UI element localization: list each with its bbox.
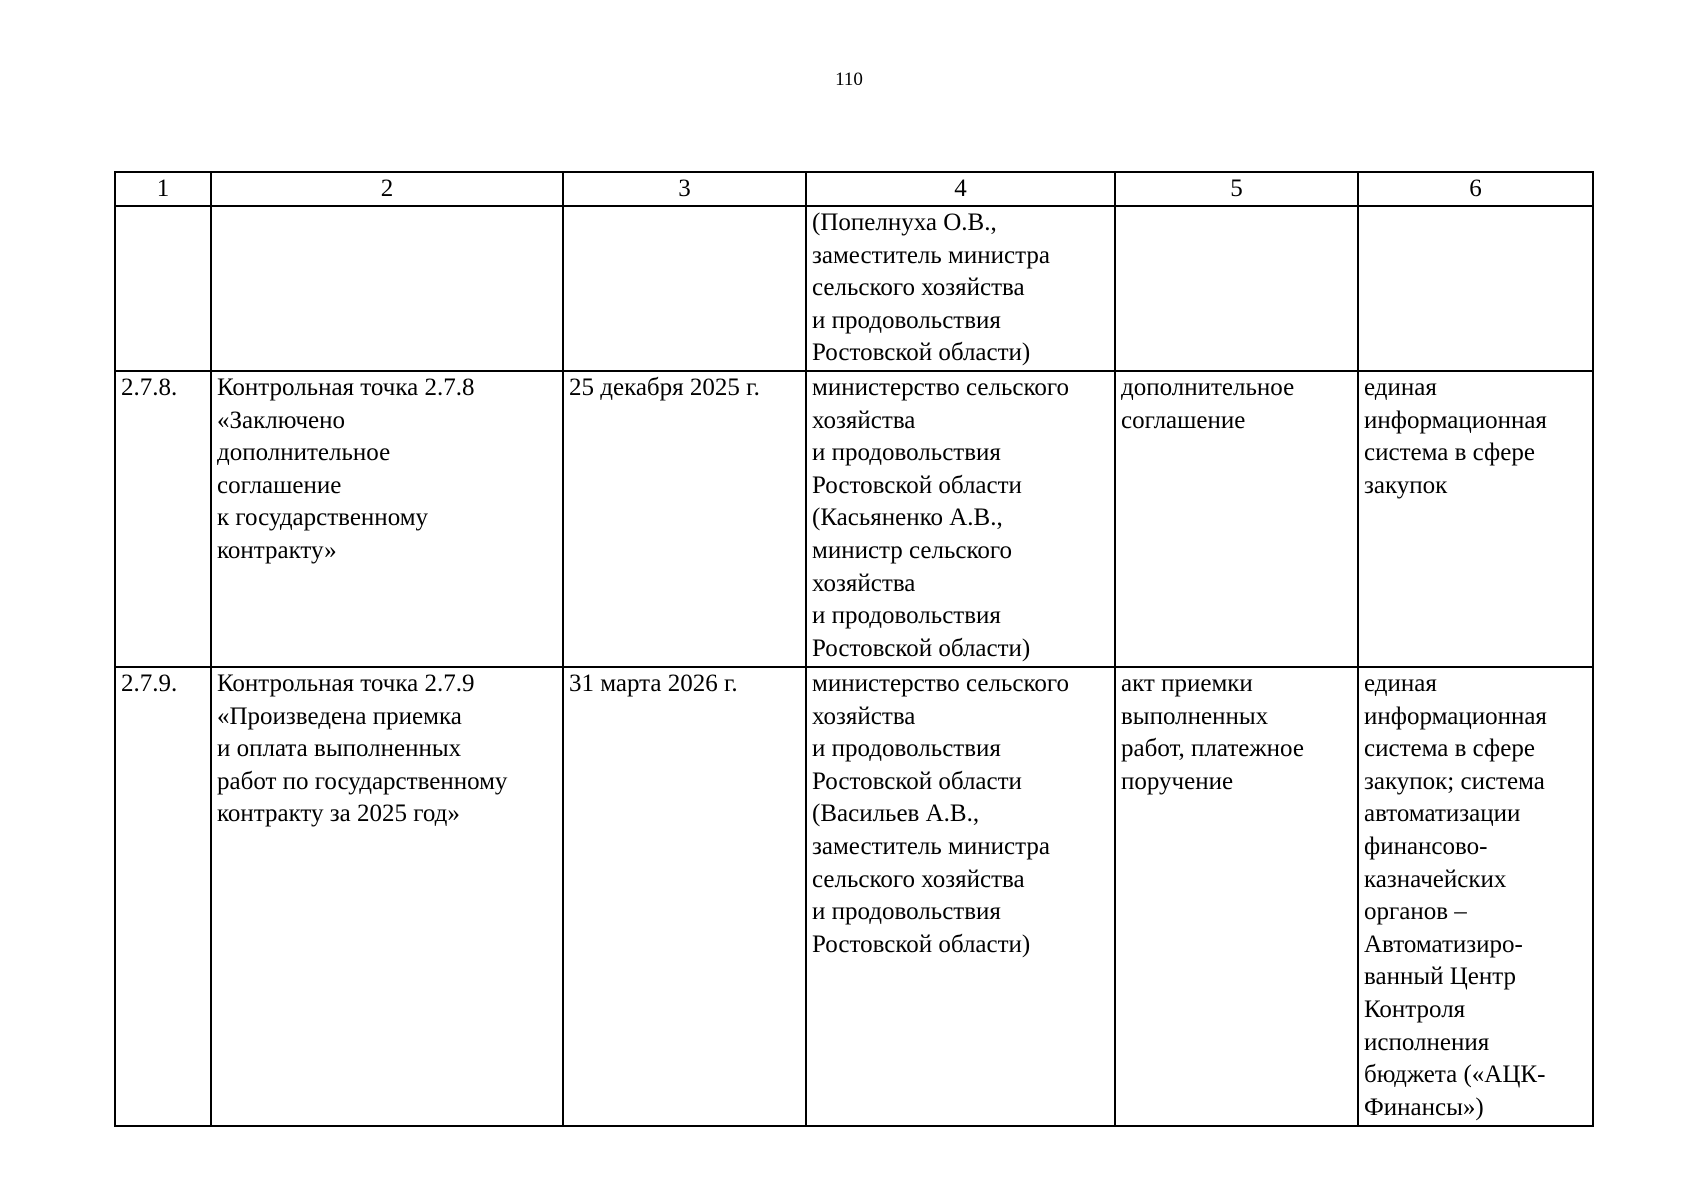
text-line: единая	[1364, 669, 1437, 697]
text-line: заместитель министра	[812, 241, 1050, 269]
text-line: министр сельского	[812, 536, 1013, 564]
text-line: исполнения	[1364, 1028, 1490, 1056]
plan-table	[114, 171, 1594, 1127]
column-header-1: 1	[115, 172, 211, 206]
text-line: Ростовской области)	[812, 930, 1031, 958]
cell-name	[211, 206, 563, 371]
text-line: и продовольствия	[812, 898, 1001, 926]
text-line: и оплата выполненных	[217, 735, 462, 763]
text-line: хозяйства	[812, 569, 916, 597]
text-line: и продовольствия	[812, 735, 1001, 763]
text-line: министерство сельского	[812, 373, 1069, 401]
text-line: (Васильев А.В.,	[812, 800, 980, 828]
text-line: дополнительное	[217, 439, 391, 467]
text-line: контракту»	[217, 536, 337, 564]
text-line: ванный Центр	[1364, 963, 1517, 991]
text-line: дополнительное	[1121, 373, 1295, 401]
cell-responsible	[806, 206, 1115, 371]
cell-document	[1115, 371, 1358, 667]
cell-responsible	[806, 667, 1115, 1126]
text-line: Ростовской области)	[812, 339, 1031, 367]
text-line: соглашение	[1121, 406, 1246, 434]
table-row	[115, 667, 1593, 1126]
page-number: 110	[835, 69, 863, 90]
text-line: (Попелнуха О.В.,	[812, 209, 997, 236]
text-line: работ по государственному	[217, 767, 508, 795]
cell-date: 25 декабря 2025 г.	[563, 371, 806, 667]
text-line: Контрольная точка 2.7.9	[217, 669, 475, 697]
cell-document	[1115, 206, 1358, 371]
text-line: органов –	[1364, 898, 1467, 926]
text-line: «Заключено	[217, 406, 346, 434]
cell-number: 2.7.8.	[115, 371, 211, 667]
cell-responsible	[806, 371, 1115, 667]
text-line: хозяйства	[812, 702, 916, 730]
text-line: и продовольствия	[812, 439, 1001, 467]
cell-system	[1358, 667, 1593, 1126]
cell-document	[1115, 667, 1358, 1126]
text-line: (Касьяненко А.В.,	[812, 504, 1003, 532]
column-header-2: 2	[211, 172, 563, 206]
text-line: система в сфере	[1364, 735, 1535, 763]
text-line: закупок; система	[1364, 767, 1545, 795]
cell-number	[115, 206, 211, 371]
text-line: Ростовской области)	[812, 634, 1031, 662]
text-line: выполненных	[1121, 702, 1269, 730]
column-header-4: 4	[806, 172, 1115, 206]
text-line: работ, платежное	[1121, 735, 1304, 763]
text-line: контракту за 2025 год»	[217, 800, 460, 828]
cell-system	[1358, 371, 1593, 667]
text-line: поручение	[1121, 767, 1234, 795]
text-line: сельского хозяйства	[812, 274, 1025, 302]
text-line: информационная	[1364, 406, 1547, 434]
text-line: Автоматизиро-	[1364, 930, 1523, 958]
text-line: хозяйства	[812, 406, 916, 434]
cell-number: 2.7.9.	[115, 667, 211, 1126]
table-header-row	[115, 172, 1593, 206]
text-line: Финансы»)	[1364, 1093, 1484, 1121]
text-line: автоматизации	[1364, 800, 1521, 828]
column-header-3: 3	[563, 172, 806, 206]
table-row	[115, 371, 1593, 667]
text-line: сельского хозяйства	[812, 865, 1025, 893]
table-row	[115, 206, 1593, 371]
text-line: система в сфере	[1364, 439, 1535, 467]
cell-date	[563, 206, 806, 371]
text-line: финансово-	[1364, 832, 1488, 860]
text-line: закупок	[1364, 471, 1448, 499]
text-line: «Произведена приемка	[217, 702, 462, 730]
text-line: бюджета («АЦК-	[1364, 1061, 1546, 1089]
column-header-5: 5	[1115, 172, 1358, 206]
cell-date: 31 марта 2026 г.	[563, 667, 806, 1126]
cell-system	[1358, 206, 1593, 371]
text-line: соглашение	[217, 471, 342, 499]
cell-name	[211, 371, 563, 667]
text-line: к государственному	[217, 504, 429, 532]
text-line: и продовольствия	[812, 602, 1001, 630]
text-line: и продовольствия	[812, 306, 1001, 334]
text-line: казначейских	[1364, 865, 1507, 893]
text-line: министерство сельского	[812, 669, 1069, 697]
text-line: единая	[1364, 373, 1437, 401]
text-line: акт приемки	[1121, 669, 1253, 697]
text-line: заместитель министра	[812, 832, 1050, 860]
text-line: информационная	[1364, 702, 1547, 730]
text-line: Ростовской области	[812, 767, 1022, 795]
text-line: Контрольная точка 2.7.8	[217, 373, 475, 401]
text-line: Ростовской области	[812, 471, 1022, 499]
text-line: Контроля	[1364, 995, 1466, 1023]
cell-name	[211, 667, 563, 1126]
column-header-6: 6	[1358, 172, 1593, 206]
